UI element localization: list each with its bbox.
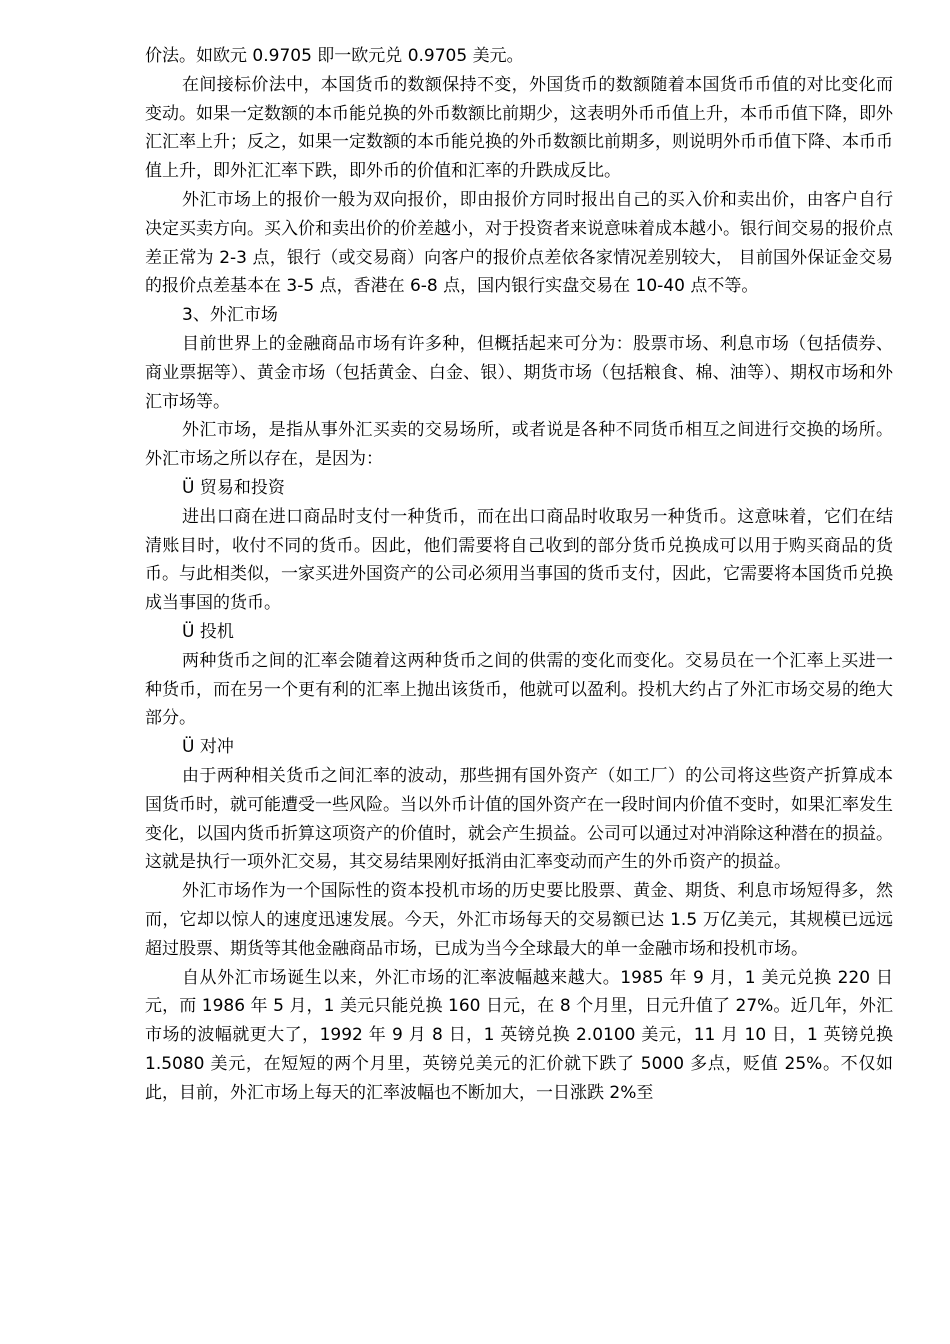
paragraph-speculation: 两种货币之间的汇率会随着这两种货币之间的供需的变化而变化。交易员在一个汇率上买进一种货币，而在另一个更有利的汇率上抛出该货币，他就可以盈利。投机大约占了外汇市场交易的绝大部分。: [145, 650, 893, 729]
paragraph-hedging: 由于两种相关货币之间汇率的波动，那些拥有国外资产（如工厂）的公司将这些资产折算成本国货币时，就可能遭受一些风险。当以外币计值的国外资产在一段时间内价值不变时，如果汇率发生变化，以国内货币折算这项资产的价值时，就会产生损益。公司可以通过对冲消除这种潜在的损益。这就是执行一项外汇交易，其交易结果刚好抵消由汇率变动而产生的外币资产的损益。: [145, 765, 893, 873]
document-page: [145, 42, 893, 1107]
paragraph-forex-definition: 外汇市场，是指从事外汇买卖的交易场所，或者说是各种不同货币相互之间进行交换的场所。外汇市场之所以存在，是因为：: [145, 420, 893, 470]
paragraph-continuation: 价法。如欧元 0.9705 即一欧元兑 0.9705 美元。: [145, 46, 524, 66]
bullet-hedging: Ü 对冲: [182, 737, 234, 758]
paragraph-volatility: 自从外汇市场诞生以来，外汇市场的汇率波幅越来越大。1985 年 9 月，1 美元兑换 220 日元，而 1986 年 5 月，1 美元只能兑换 160 日元，在 8 个月里，日元升值了 27%。近几年，外汇市场的波幅就更大了，1992 年 9 月 8 日，1 英镑兑换 2.0100 美元，11 月 10 日，1 英镑兑换 1.5080 美元，在短短的两个月里，英镑兑美元的汇价就下跌了 5000 多点，贬值 25%。不仅如此，目前，外汇市场上每天的汇率波幅也不断加大，一日涨跌 2%至: [145, 967, 893, 1103]
paragraph-two-way-quotation: 外汇市场上的报价一般为双向报价，即由报价方同时报出自己的买入价和卖出价，由客户自行决定买卖方向。买入价和卖出价的价差越小，对于投资者来说意味着成本越小。银行间交易的报价点差正常为 2-3 点，银行（或交易商）向客户的报价点差依各家情况差别较大， 目前国外保证金交易的报价点差基本在 3-5 点，香港在 6-8 点，国内银行实盘交易在 10-40 点不等。: [145, 189, 893, 297]
paragraph-trade-investment: 进出口商在进口商品时支付一种货币，而在出口商品时收取另一种货币。这意味着，它们在结清账目时，收付不同的货币。因此，他们需要将自己收到的部分货币兑换成可以用于购买商品的货币。与此相类似，一家买进外国资产的公司必须用当事国的货币支付，因此，它需要将本国货币兑换成当事国的货币。: [145, 506, 893, 614]
paragraph-market-history: 外汇市场作为一个国际性的资本投机市场的历史要比股票、黄金、期货、利息市场短得多，然而，它却以惊人的速度迅速发展。今天，外汇市场每天的交易额已达 1.5 万亿美元，其规模已远远超过股票、期货等其他金融商品市场，已成为当今全球最大的单一金融市场和投机市场。: [145, 881, 893, 959]
paragraph-indirect-quotation: 在间接标价法中，本国货币的数额保持不变，外国货币的数额随着本国货币币值的对比变化而变动。如果一定数额的本币能兑换的外币数额比前期少，这表明外币币值上升，本币币值下降，即外汇汇率上升；反之，如果一定数额的本币能兑换的外币数额比前期多，则说明外币币值下降、本币币值上升，即外汇汇率下跌，即外币的价值和汇率的升跌成反比。: [145, 74, 893, 182]
paragraph-financial-markets: 目前世界上的金融商品市场有许多种，但概括起来可分为：股票市场、利息市场（包括债券、商业票据等）、黄金市场（包括黄金、白金、银）、期货市场（包括粮食、棉、油等）、期权市场和外汇市场等。: [145, 333, 893, 412]
bullet-trade-investment: Ü 贸易和投资: [182, 477, 285, 498]
section-heading-forex-market: 3、外汇市场: [182, 305, 278, 326]
bullet-speculation: Ü 投机: [182, 621, 234, 642]
